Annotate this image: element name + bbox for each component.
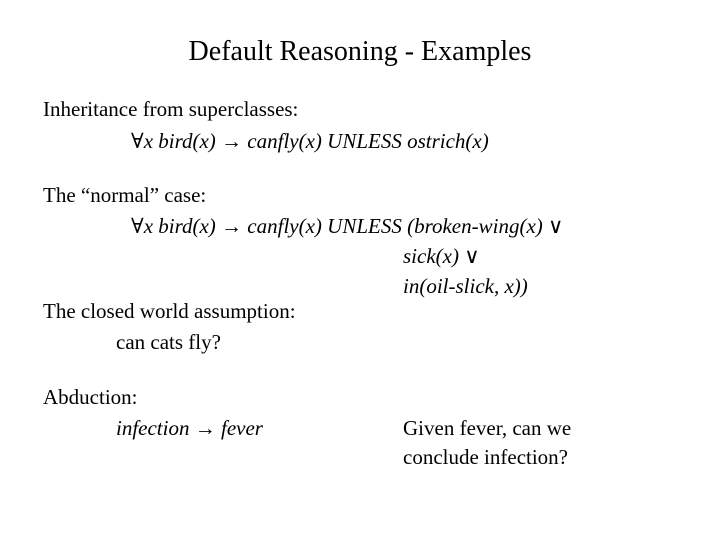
- implies-arrow-symbol: →: [194, 416, 216, 440]
- inheritance-rule: [131, 131, 489, 152]
- or-symbol: ∨: [548, 214, 564, 238]
- closed-world-question: can cats fly?: [116, 330, 221, 354]
- inheritance-heading: Inheritance from superclasses:: [43, 97, 299, 121]
- page-title: Default Reasoning - Examples: [188, 36, 532, 67]
- normal-case-rule-premise: x bird(x): [143, 214, 222, 238]
- abduction-heading: Abduction:: [43, 385, 138, 409]
- normal-case-line3: in(oil-slick, x)): [403, 274, 528, 298]
- abduction-rule-premise: infection: [116, 416, 195, 440]
- or-symbol: ∨: [464, 244, 480, 268]
- forall-symbol: ∀: [131, 129, 144, 153]
- normal-case-sick-condition: sick(x): [403, 244, 465, 268]
- implies-arrow-symbol: →: [221, 129, 243, 153]
- normal-case-rule: [131, 216, 563, 237]
- implies-arrow-symbol: →: [221, 214, 243, 238]
- inheritance-rule-conclusion: canfly(x) UNLESS ostrich(x): [242, 129, 489, 153]
- normal-case-heading: The “normal” case:: [43, 183, 207, 207]
- abduction-note-line2: conclude infection?: [403, 445, 569, 469]
- closed-world-heading: The closed world assumption:: [43, 299, 296, 323]
- inheritance-rule-premise: x bird(x): [143, 129, 222, 153]
- forall-symbol: ∀: [131, 214, 144, 238]
- normal-case-line2: [403, 246, 480, 267]
- abduction-rule: [116, 418, 263, 439]
- normal-case-rule-conclusion: canfly(x) UNLESS (broken-wing(x): [242, 214, 549, 238]
- abduction-note-line1: Given fever, can we: [403, 416, 572, 440]
- abduction-rule-conclusion: fever: [215, 416, 263, 440]
